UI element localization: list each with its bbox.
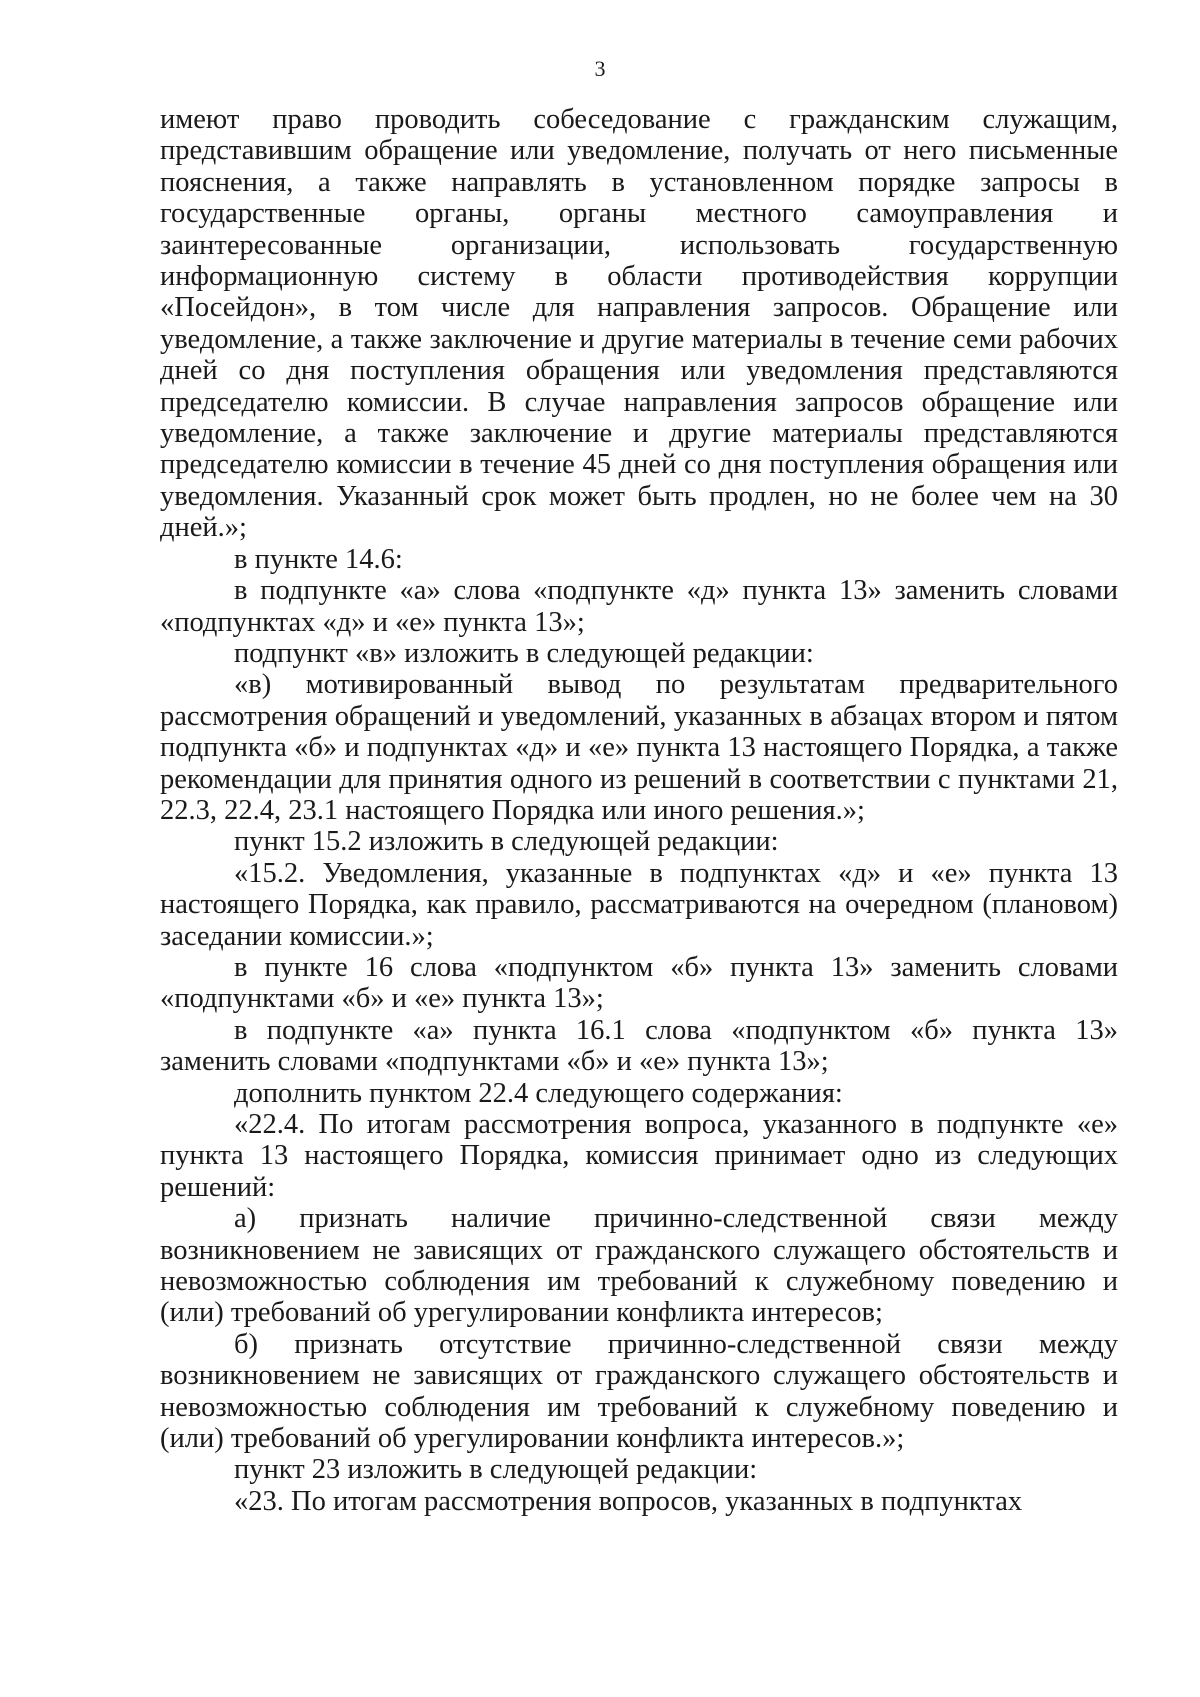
paragraph: а) признать наличие причинно-следственной связи между возникновением не зависящих от гражданского служащего обстоятельств и невозможностью соблюдения им требований к служебному поведению и (или) требований об урегулировании конфликта интересов; (160, 1203, 1118, 1329)
document-body (160, 104, 1118, 1517)
paragraph: «22.4. По итогам рассмотрения вопроса, указанного в подпункте «е» пункта 13 настоящего Порядка, комиссия принимает одно из следующих решений: (160, 1109, 1118, 1203)
paragraph: «15.2. Уведомления, указанные в подпунктах «д» и «е» пункта 13 настоящего Порядка, как правило, рассматриваются на очередном (плановом) заседании комиссии.»; (160, 857, 1118, 952)
paragraph: дополнить пунктом 22.4 следующего содержания: (234, 1077, 843, 1109)
paragraph: «23. По итогам рассмотрения вопросов, указанных в подпунктах (234, 1485, 1023, 1517)
paragraph: б) признать отсутствие причинно-следственной связи между возникновением не зависящих от гражданского служащего обстоятельств и невозможностью соблюдения им требований к служебному поведению и (или) требований об урегулировании конфликта интересов.»; (160, 1328, 1118, 1455)
paragraph: в подпункте «а» слова «подпункте «д» пункта 13» заменить словами «подпунктах «д» и «е» пункта 13»; (160, 575, 1118, 638)
paragraph: пункт 23 изложить в следующей редакции: (234, 1454, 758, 1486)
paragraph: в подпункте «а» пункта 16.1 слова «подпунктом «б» пункта 13» заменить словами «подпунктами «б» и «е» пункта 13»; (160, 1014, 1118, 1078)
paragraph: «в) мотивированный вывод по результатам предварительного рассмотрения обращений и уведомлений, указанных в абзацах втором и пятом подпункта «б» и подпунктах «д» и «е» пункта 13 настоящего Порядка, а также рекомендации для принятия одного из решений в соответствии с пунктами 21, 22.3, 22.4, 23.1 настоящего Порядка или иного решения.»; (160, 669, 1118, 826)
paragraph: подпункт «в» изложить в следующей редакции: (234, 637, 814, 669)
paragraph: в пункте 16 слова «подпунктом «б» пункта 13» заменить словами «подпунктами «б» и «е» пункта 13»; (160, 951, 1118, 1015)
paragraph: в пункте 14.6: (234, 543, 403, 575)
paragraph: имеют право проводить собеседование с гражданским служащим, представившим обращение или уведомление, получать от него письменные пояснения, а также направлять в установленном порядке запросы в государственные органы, органы местного самоуправления и заинтересованные организации, использовать государственную информационную систему в области противодействия коррупции «Посейдон», в том числе для направления запросов. Обращение или уведомление, а также заключение и другие материалы в течение семи рабочих дней со дня поступления обращения или уведомления представляются председателю комиссии. В случае направления запросов обращение или уведомление, а также заключение и другие материалы представляются председателю комиссии в течение 45 дней со дня поступления обращения или уведомления. Указанный срок может быть продлен, но не более чем на 30 дней.»; (160, 104, 1118, 544)
page-number: 3 (594, 56, 606, 81)
paragraph: пункт 15.2 изложить в следующей редакции: (234, 826, 779, 858)
